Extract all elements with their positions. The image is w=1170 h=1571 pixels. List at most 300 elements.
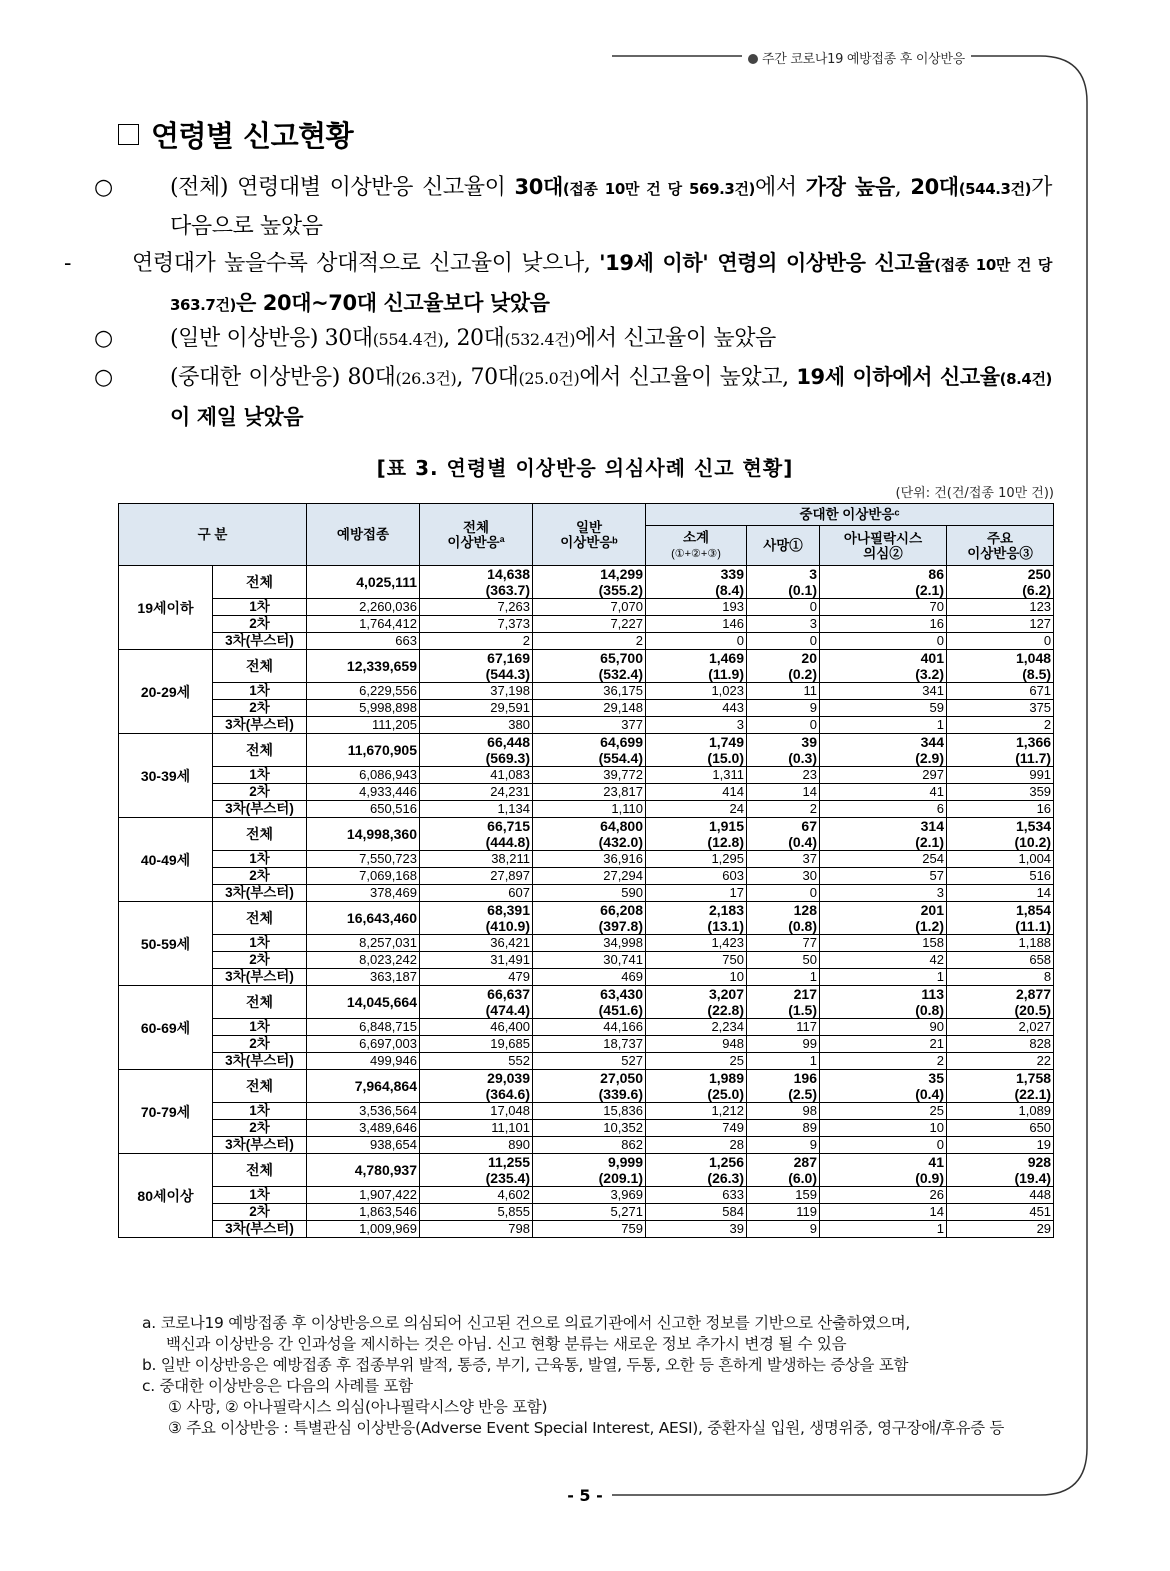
text: 가장 높음 xyxy=(805,175,895,199)
death-rate: (6.0) xyxy=(788,1170,817,1186)
death-cell: 23 xyxy=(747,767,820,784)
major-rate: (8.5) xyxy=(1022,666,1052,682)
total-count: 14,638 xyxy=(487,566,530,582)
death-cell: 0 xyxy=(747,599,820,616)
total-cell: 31,491 xyxy=(420,952,533,969)
age-group-label: 30-39세 xyxy=(119,734,213,818)
footnote-c-item2: ③ 주요 이상반응 : 특별관심 이상반응(Adverse Event Special Interest, AESI), 중환자실 입원, 생명위중, 영구장애/후유증 등 xyxy=(168,1419,1005,1437)
ana-cell xyxy=(820,566,947,599)
total-rate: (364.6) xyxy=(485,1086,530,1102)
vaccination-count: 7,964,864 xyxy=(307,1070,420,1103)
subtotal-cell: 39 xyxy=(646,1221,747,1238)
ana-cell: 3 xyxy=(820,885,947,902)
total-cell: 7,373 xyxy=(420,616,533,633)
subtotal-cell: 17 xyxy=(646,885,747,902)
dose-label: 전체 xyxy=(213,818,307,851)
dose-label: 전체 xyxy=(213,566,307,599)
death-cell xyxy=(747,734,820,767)
general-cell: 36,916 xyxy=(533,851,646,868)
total-cell: 7,263 xyxy=(420,599,533,616)
total-rate: (363.7) xyxy=(485,582,530,598)
major-cell: 8 xyxy=(947,969,1054,986)
table-row xyxy=(119,633,1054,650)
table-row-total xyxy=(119,1070,1054,1103)
major-cell: 359 xyxy=(947,784,1054,801)
text: (544.3건) xyxy=(958,180,1032,198)
dose-label: 1차 xyxy=(213,683,307,700)
ana-rate: (2.1) xyxy=(915,582,944,598)
table-row-total xyxy=(119,650,1054,683)
major-rate: (19.4) xyxy=(1014,1170,1052,1186)
text: (8.4건) xyxy=(999,370,1053,388)
total-count: 68,391 xyxy=(487,902,530,918)
major-cell: 2 xyxy=(947,717,1054,734)
major-cell: 1,188 xyxy=(947,935,1054,952)
general-cell: 18,737 xyxy=(533,1036,646,1053)
major-cell xyxy=(947,986,1054,1019)
general-cell: 759 xyxy=(533,1221,646,1238)
table-row xyxy=(119,969,1054,986)
subtotal-rate: (15.0) xyxy=(707,750,744,766)
general-cell: 377 xyxy=(533,717,646,734)
ana-count: 35 xyxy=(928,1070,944,1086)
major-cell: 22 xyxy=(947,1053,1054,1070)
major-cell: 671 xyxy=(947,683,1054,700)
ana-cell: 59 xyxy=(820,700,947,717)
general-count: 14,299 xyxy=(600,566,643,582)
total-cell xyxy=(420,1154,533,1187)
general-cell xyxy=(533,818,646,851)
death-count: 3 xyxy=(809,566,817,582)
subtotal-cell: 24 xyxy=(646,801,747,818)
total-cell xyxy=(420,650,533,683)
subtotal-cell xyxy=(646,902,747,935)
subtotal-cell: 146 xyxy=(646,616,747,633)
total-cell xyxy=(420,986,533,1019)
page-number xyxy=(0,1486,1170,1505)
dash-bullet-icon: - xyxy=(64,251,72,276)
vaccination-count: 938,654 xyxy=(307,1137,420,1154)
ana-cell: 1 xyxy=(820,717,947,734)
bullet-overall xyxy=(94,168,1052,246)
general-rate: (209.1) xyxy=(598,1170,643,1186)
table-row xyxy=(119,700,1054,717)
death-cell xyxy=(747,1154,820,1187)
subtotal-cell: 2,234 xyxy=(646,1019,747,1036)
text: , 70대 xyxy=(456,365,519,390)
subtotal-rate: (26.3) xyxy=(707,1170,744,1186)
table-header xyxy=(119,504,1054,566)
ana-count: 201 xyxy=(920,902,944,918)
dose-label: 전체 xyxy=(213,986,307,1019)
major-cell: 123 xyxy=(947,599,1054,616)
ana-rate: (0.9) xyxy=(915,1170,944,1186)
text: 가 다음으로 높았음 xyxy=(170,175,1052,239)
general-rate: (532.4) xyxy=(598,666,643,682)
ana-cell: 158 xyxy=(820,935,947,952)
text: (일반 이상반응) 30대 xyxy=(170,326,373,351)
ana-rate: (2.1) xyxy=(915,834,944,850)
general-count: 63,430 xyxy=(600,986,643,1002)
ana-rate: (2.9) xyxy=(915,750,944,766)
dose-label: 2차 xyxy=(213,952,307,969)
major-rate: (11.1) xyxy=(1015,918,1052,934)
text: 30대 xyxy=(514,175,563,199)
dose-label: 3차(부스터) xyxy=(213,885,307,902)
major-cell: 375 xyxy=(947,700,1054,717)
subtotal-cell: 414 xyxy=(646,784,747,801)
subtotal-cell: 443 xyxy=(646,700,747,717)
table-row xyxy=(119,1204,1054,1221)
text: (전체) 연령대별 이상반응 신고율이 xyxy=(170,175,515,200)
vaccination-count: 3,536,564 xyxy=(307,1103,420,1120)
general-cell: 3,969 xyxy=(533,1187,646,1204)
text: (접종 10만 건 당 363.7건) xyxy=(170,256,1052,314)
text: (접종 10만 건 당 569.3건) xyxy=(562,180,755,198)
subtotal-cell: 633 xyxy=(646,1187,747,1204)
general-rate: (554.4) xyxy=(598,750,643,766)
dose-label: 2차 xyxy=(213,1204,307,1221)
subtotal-cell: 948 xyxy=(646,1036,747,1053)
text: (①+②+③) xyxy=(671,547,721,560)
death-rate: (0.8) xyxy=(788,918,817,934)
death-rate: (2.5) xyxy=(788,1086,817,1102)
death-cell: 9 xyxy=(747,1221,820,1238)
table-row xyxy=(119,717,1054,734)
ana-cell: 16 xyxy=(820,616,947,633)
total-cell: 46,400 xyxy=(420,1019,533,1036)
general-rate: (451.6) xyxy=(598,1002,643,1018)
total-rate: (235.4) xyxy=(485,1170,530,1186)
subtotal-cell xyxy=(646,1154,747,1187)
death-cell: 89 xyxy=(747,1120,820,1137)
vaccination-count: 14,998,360 xyxy=(307,818,420,851)
total-count: 29,039 xyxy=(487,1070,530,1086)
vaccination-count: 6,697,003 xyxy=(307,1036,420,1053)
total-cell: 36,421 xyxy=(420,935,533,952)
death-cell: 50 xyxy=(747,952,820,969)
circle-bullet-icon: ○ xyxy=(94,175,113,200)
death-cell: 30 xyxy=(747,868,820,885)
ana-cell: 0 xyxy=(820,1137,947,1154)
vaccination-count: 2,260,036 xyxy=(307,599,420,616)
total-count: 66,715 xyxy=(487,818,530,834)
death-cell: 11 xyxy=(747,683,820,700)
dose-label: 2차 xyxy=(213,868,307,885)
general-cell xyxy=(533,986,646,1019)
text: 아나필락시스 xyxy=(843,530,923,546)
death-rate: (0.1) xyxy=(788,582,817,598)
death-cell: 0 xyxy=(747,633,820,650)
header-anaphylaxis xyxy=(820,526,947,566)
vaccination-count: 16,643,460 xyxy=(307,902,420,935)
vaccination-count: 3,489,646 xyxy=(307,1120,420,1137)
table-row xyxy=(119,1221,1054,1238)
general-cell: 39,772 xyxy=(533,767,646,784)
footnote-c: c. 중대한 이상반응은 다음의 사례를 포함 xyxy=(142,1377,413,1395)
section-title-text: 연령별 신고현황 xyxy=(151,119,354,153)
ana-cell: 21 xyxy=(820,1036,947,1053)
general-cell: 30,741 xyxy=(533,952,646,969)
total-cell xyxy=(420,566,533,599)
age-group-label: 20-29세 xyxy=(119,650,213,734)
general-cell: 23,817 xyxy=(533,784,646,801)
vaccination-count: 663 xyxy=(307,633,420,650)
general-cell xyxy=(533,1070,646,1103)
general-count: 65,700 xyxy=(600,650,643,666)
subtotal-cell: 603 xyxy=(646,868,747,885)
table-row xyxy=(119,683,1054,700)
death-cell xyxy=(747,1070,820,1103)
bullet-serious xyxy=(94,358,1053,437)
dose-label: 1차 xyxy=(213,599,307,616)
text: 은 20대~70대 신고율보다 낮았음 xyxy=(236,291,550,315)
subtotal-rate: (22.8) xyxy=(707,1002,744,1018)
major-cell: 14 xyxy=(947,885,1054,902)
text: 소계 xyxy=(682,529,710,545)
death-rate: (1.5) xyxy=(788,1002,817,1018)
table-row xyxy=(119,599,1054,616)
death-cell xyxy=(747,902,820,935)
table-row xyxy=(119,616,1054,633)
subtotal-count: 1,749 xyxy=(708,734,744,750)
general-cell: 862 xyxy=(533,1137,646,1154)
ana-cell: 1 xyxy=(820,1221,947,1238)
ana-count: 86 xyxy=(928,566,944,582)
death-count: 217 xyxy=(793,986,817,1002)
text: 에서 신고율이 높았고, xyxy=(579,365,797,390)
general-cell: 29,148 xyxy=(533,700,646,717)
dose-label: 1차 xyxy=(213,1187,307,1204)
death-cell: 98 xyxy=(747,1103,820,1120)
header-category: 구 분 xyxy=(119,504,307,566)
death-cell: 77 xyxy=(747,935,820,952)
major-cell xyxy=(947,1070,1054,1103)
total-count: 11,255 xyxy=(487,1154,530,1170)
subtotal-cell xyxy=(646,1070,747,1103)
age-group-label: 19세이하 xyxy=(119,566,213,650)
header-death: 사망① xyxy=(747,526,820,566)
major-cell: 19 xyxy=(947,1137,1054,1154)
major-count: 2,877 xyxy=(1016,986,1052,1002)
vaccination-count: 1,009,969 xyxy=(307,1221,420,1238)
table-row xyxy=(119,1053,1054,1070)
header-subtotal xyxy=(646,526,747,566)
death-cell: 1 xyxy=(747,1053,820,1070)
general-cell xyxy=(533,734,646,767)
table-row xyxy=(119,868,1054,885)
ana-cell: 254 xyxy=(820,851,947,868)
total-cell: 37,198 xyxy=(420,683,533,700)
death-cell: 37 xyxy=(747,851,820,868)
vaccination-count: 499,946 xyxy=(307,1053,420,1070)
major-cell xyxy=(947,818,1054,851)
subtotal-count: 1,469 xyxy=(708,650,744,666)
total-cell xyxy=(420,902,533,935)
subtotal-cell: 584 xyxy=(646,1204,747,1221)
total-rate: (410.9) xyxy=(485,918,530,934)
death-cell: 1 xyxy=(747,969,820,986)
dose-label: 전체 xyxy=(213,1154,307,1187)
vaccination-count: 4,933,446 xyxy=(307,784,420,801)
table-row xyxy=(119,784,1054,801)
major-count: 1,758 xyxy=(1016,1070,1052,1086)
major-cell xyxy=(947,566,1054,599)
major-rate: (6.2) xyxy=(1022,582,1052,598)
major-cell: 127 xyxy=(947,616,1054,633)
dash-age-trend xyxy=(64,244,1052,324)
death-cell: 0 xyxy=(747,717,820,734)
death-cell xyxy=(747,818,820,851)
death-rate: (0.4) xyxy=(788,834,817,850)
general-count: 27,050 xyxy=(600,1070,643,1086)
subtotal-cell: 1,295 xyxy=(646,851,747,868)
total-rate: (569.3) xyxy=(485,750,530,766)
table-row xyxy=(119,952,1054,969)
bullet-dot-icon xyxy=(748,54,758,64)
ana-rate: (3.2) xyxy=(915,666,944,682)
checkbox-square-icon xyxy=(118,124,139,145)
general-count: 64,800 xyxy=(600,818,643,834)
general-cell: 5,271 xyxy=(533,1204,646,1221)
vaccination-count: 7,069,168 xyxy=(307,868,420,885)
major-cell xyxy=(947,902,1054,935)
general-cell xyxy=(533,650,646,683)
major-cell: 448 xyxy=(947,1187,1054,1204)
ana-cell: 6 xyxy=(820,801,947,818)
general-cell: 44,166 xyxy=(533,1019,646,1036)
total-count: 67,169 xyxy=(487,650,530,666)
header-major-ae xyxy=(947,526,1054,566)
death-cell: 119 xyxy=(747,1204,820,1221)
subtotal-cell: 0 xyxy=(646,633,747,650)
dose-label: 전체 xyxy=(213,902,307,935)
subtotal-count: 1,989 xyxy=(708,1070,744,1086)
ana-cell xyxy=(820,1154,947,1187)
circle-bullet-icon: ○ xyxy=(94,326,113,351)
total-cell: 41,083 xyxy=(420,767,533,784)
dose-label: 2차 xyxy=(213,784,307,801)
vaccination-count: 8,023,242 xyxy=(307,952,420,969)
subtotal-cell: 750 xyxy=(646,952,747,969)
vaccination-count: 650,516 xyxy=(307,801,420,818)
major-count: 1,854 xyxy=(1016,902,1052,918)
table-row-total xyxy=(119,1154,1054,1187)
dose-label: 전체 xyxy=(213,650,307,683)
text: (중대한 이상반응) 80대 xyxy=(170,365,396,390)
vaccination-count: 7,550,723 xyxy=(307,851,420,868)
age-report-table xyxy=(118,503,1054,1238)
footnote-a-line2: 백신과 이상반응 간 인과성을 제시하는 것은 아님. 신고 현황 분류는 새로운 정보 추가시 변경 될 수 있음 xyxy=(166,1335,847,1353)
death-cell: 14 xyxy=(747,784,820,801)
subtotal-cell: 193 xyxy=(646,599,747,616)
general-cell xyxy=(533,566,646,599)
circle-bullet-icon: ○ xyxy=(94,365,113,390)
major-cell: 516 xyxy=(947,868,1054,885)
total-cell xyxy=(420,818,533,851)
major-rate: (20.5) xyxy=(1014,1002,1052,1018)
ana-rate: (1.2) xyxy=(915,918,944,934)
table-row xyxy=(119,935,1054,952)
general-cell: 15,836 xyxy=(533,1103,646,1120)
death-cell xyxy=(747,986,820,1019)
table-row-total xyxy=(119,902,1054,935)
text: 전체 xyxy=(462,519,490,535)
ana-cell xyxy=(820,734,947,767)
text: 에서 신고율이 높았음 xyxy=(575,326,776,351)
vaccination-count: 1,764,412 xyxy=(307,616,420,633)
subtotal-rate: (8.4) xyxy=(715,582,744,598)
dose-label: 3차(부스터) xyxy=(213,633,307,650)
text: 연령대가 높을수록 상대적으로 신고율이 낮으나, xyxy=(132,251,600,276)
ana-cell xyxy=(820,650,947,683)
ana-rate: (0.8) xyxy=(915,1002,944,1018)
header-vaccination: 예방접종 xyxy=(307,504,420,566)
vaccination-count: 8,257,031 xyxy=(307,935,420,952)
table-row xyxy=(119,1103,1054,1120)
table-row-total xyxy=(119,818,1054,851)
table-row xyxy=(119,801,1054,818)
total-cell: 4,602 xyxy=(420,1187,533,1204)
dose-label: 1차 xyxy=(213,767,307,784)
vaccination-count: 5,998,898 xyxy=(307,700,420,717)
subtotal-count: 3,207 xyxy=(708,986,744,1002)
general-cell: 27,294 xyxy=(533,868,646,885)
ana-cell: 42 xyxy=(820,952,947,969)
total-cell: 24,231 xyxy=(420,784,533,801)
subtotal-count: 1,256 xyxy=(708,1154,744,1170)
subtotal-cell: 25 xyxy=(646,1053,747,1070)
dose-label: 3차(부스터) xyxy=(213,1053,307,1070)
header-total-ae xyxy=(420,504,533,566)
major-count: 928 xyxy=(1027,1154,1052,1170)
ana-cell: 90 xyxy=(820,1019,947,1036)
general-count: 64,699 xyxy=(600,734,643,750)
ana-cell: 26 xyxy=(820,1187,947,1204)
vaccination-count: 4,780,937 xyxy=(307,1154,420,1187)
major-cell: 451 xyxy=(947,1204,1054,1221)
major-count: 1,534 xyxy=(1016,818,1052,834)
major-cell: 658 xyxy=(947,952,1054,969)
table-row xyxy=(119,1120,1054,1137)
major-count: 1,366 xyxy=(1016,734,1052,750)
death-cell: 99 xyxy=(747,1036,820,1053)
general-rate: (355.2) xyxy=(598,582,643,598)
ana-cell: 2 xyxy=(820,1053,947,1070)
ana-rate: (0.4) xyxy=(915,1086,944,1102)
ana-cell xyxy=(820,818,947,851)
death-count: 287 xyxy=(793,1154,817,1170)
general-count: 9,999 xyxy=(607,1154,643,1170)
subtotal-cell: 1,423 xyxy=(646,935,747,952)
ana-cell: 70 xyxy=(820,599,947,616)
total-cell: 27,897 xyxy=(420,868,533,885)
subtotal-cell xyxy=(646,986,747,1019)
section-title xyxy=(118,114,353,155)
subtotal-cell: 1,023 xyxy=(646,683,747,700)
death-count: 20 xyxy=(801,650,817,666)
vaccination-count: 1,863,546 xyxy=(307,1204,420,1221)
total-count: 66,448 xyxy=(487,734,530,750)
major-cell: 16 xyxy=(947,801,1054,818)
general-count: 66,208 xyxy=(600,902,643,918)
age-group-label: 70-79세 xyxy=(119,1070,213,1154)
total-rate: (544.3) xyxy=(485,666,530,682)
major-count: 250 xyxy=(1027,566,1052,582)
total-cell: 607 xyxy=(420,885,533,902)
death-cell: 159 xyxy=(747,1187,820,1204)
running-header-text: 주간 코로나19 예방접종 후 이상반응 xyxy=(762,52,965,67)
